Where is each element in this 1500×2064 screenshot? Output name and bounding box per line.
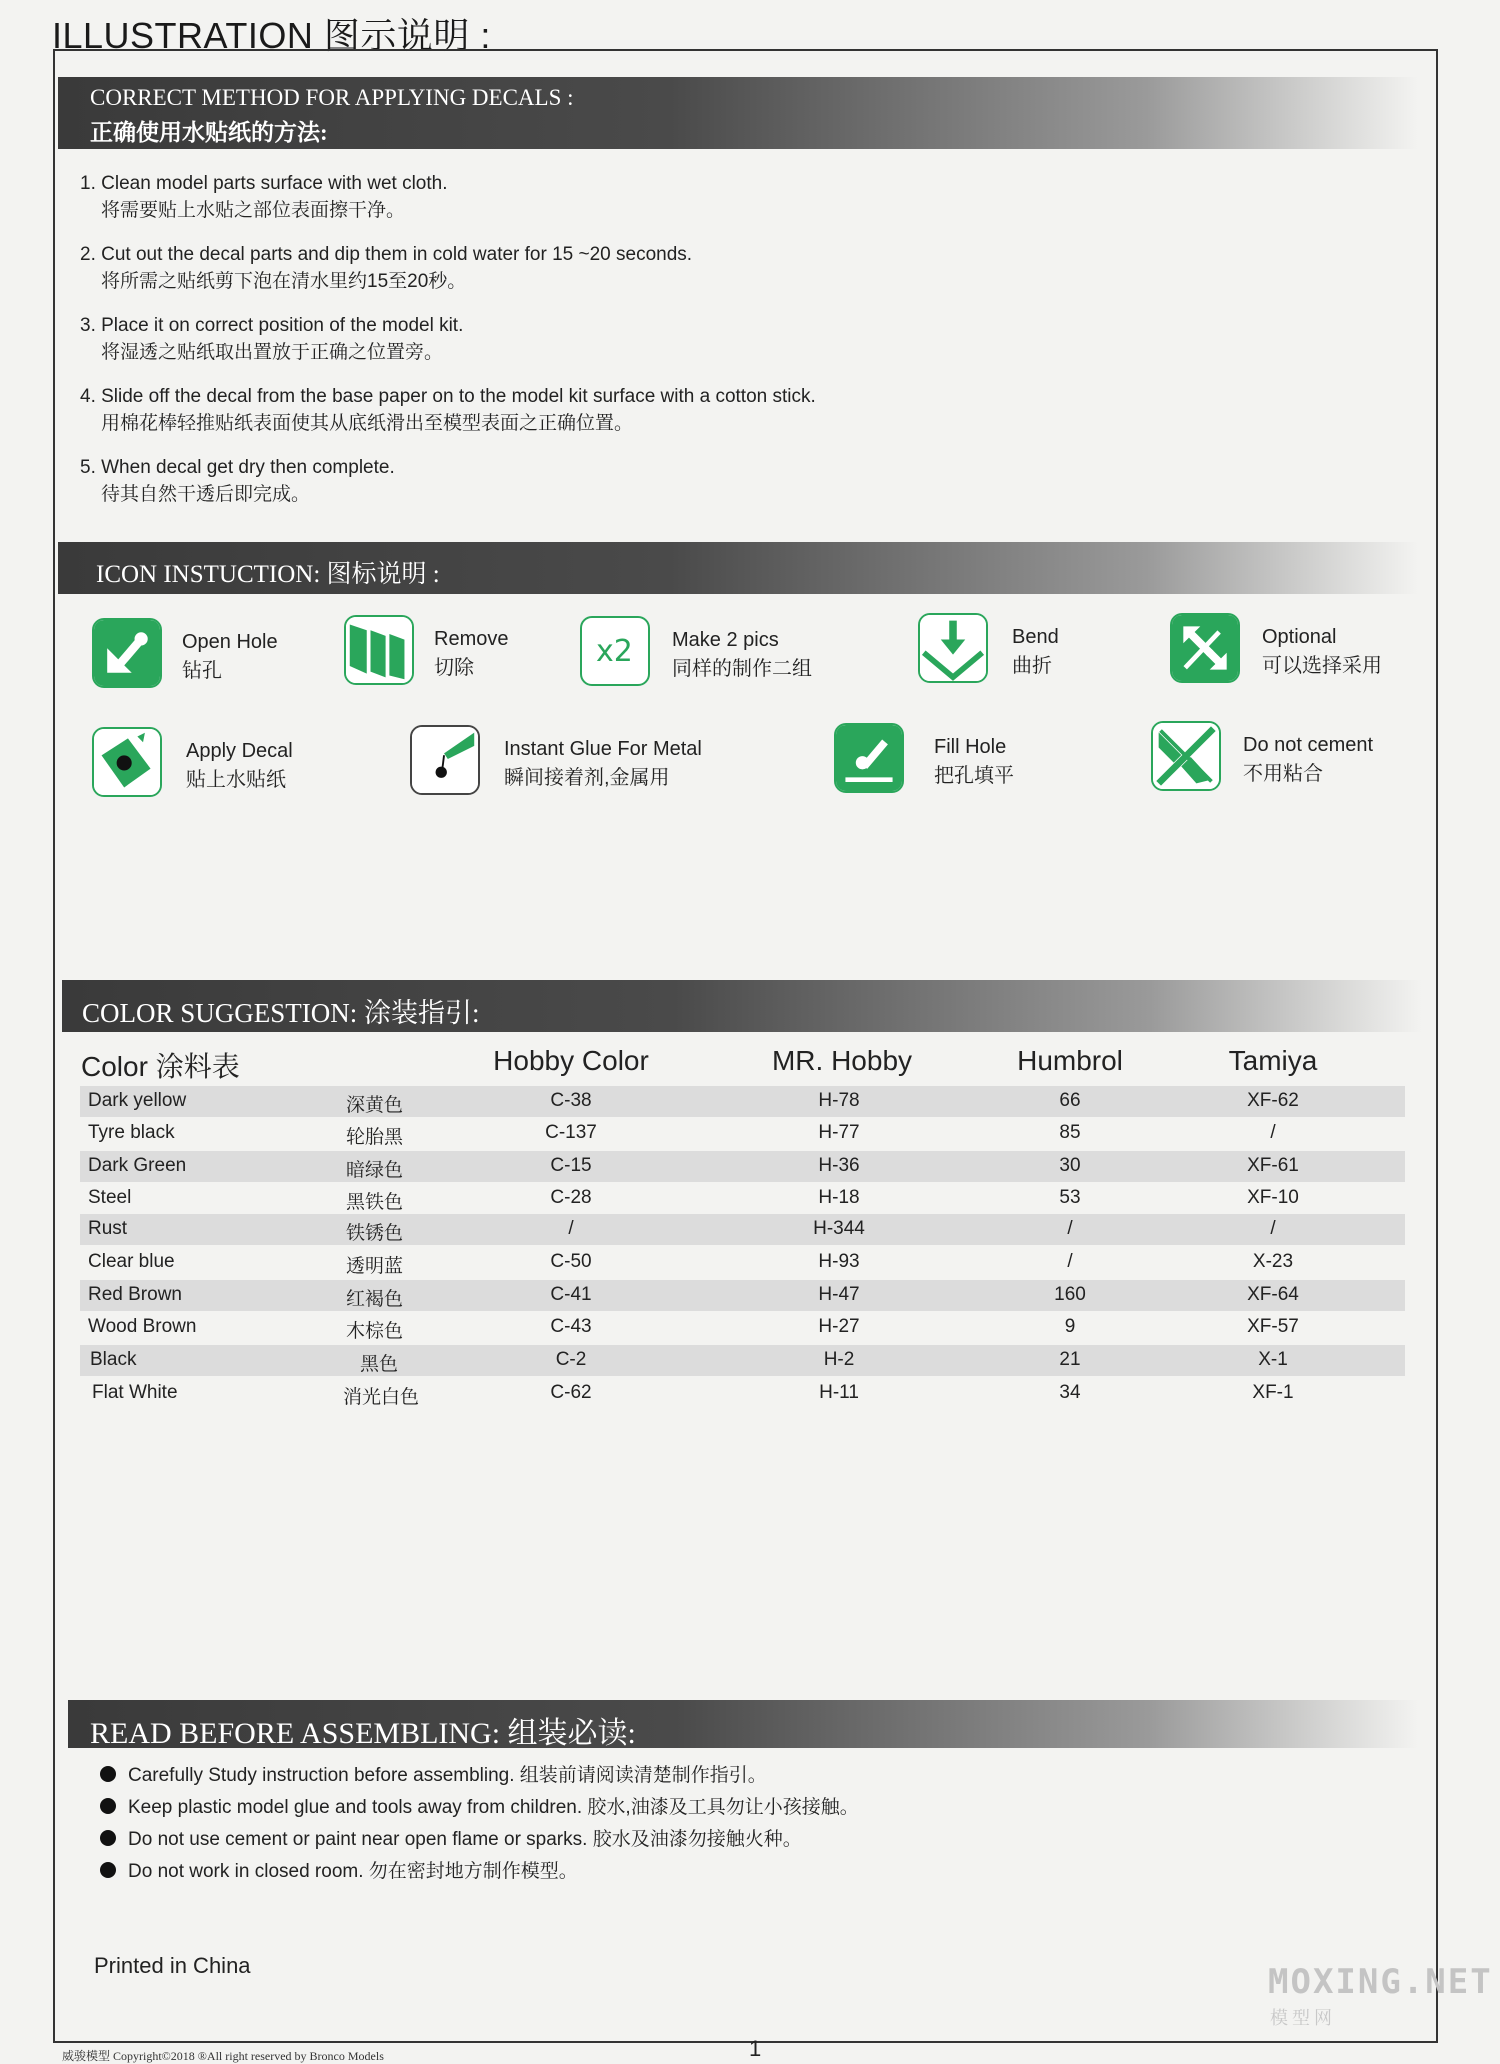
decals-title-zh: 正确使用水贴纸的方法: — [90, 120, 328, 145]
watermark: MOXING.NET — [1268, 1962, 1493, 2002]
decal-steps-list — [80, 170, 1080, 525]
icon-apply-decal: Apply Decal 贴上水贴纸 — [92, 727, 332, 807]
assembly-title: READ BEFORE ASSEMBLING: 组装必读: — [90, 1717, 636, 1750]
table-row: Wood Brown 木棕色 C-43 H-27 9 XF-57 — [88, 1316, 1299, 1342]
bend-icon — [918, 613, 988, 683]
table-row: Dark Green 暗绿色 C-15 H-36 30 XF-61 — [80, 1151, 1405, 1182]
icon-optional: Optional 可以选择采用 — [1170, 613, 1400, 693]
bullet-icon — [100, 1766, 116, 1782]
decals-title-en: CORRECT METHOD FOR APPLYING DECALS : — [90, 85, 574, 110]
printed-in-china: Printed in China — [94, 1953, 251, 1978]
table-row: Red Brown 红褐色 C-41 H-47 160 XF-64 — [80, 1280, 1405, 1311]
bullet-icon — [100, 1798, 116, 1814]
list-item: 5. When decal get dry then complete. 待其自然干透后即完成。 — [80, 457, 395, 505]
list-item: 3. Place it on correct position of the model kit. 将湿透之贴纸取出置放于正确之位置旁。 — [80, 315, 464, 363]
optional-icon — [1170, 613, 1240, 683]
icon-do-not-cement: Do not cement 不用粘合 — [1151, 721, 1411, 801]
list-item: 1. Clean model parts surface with wet cloth. 将需要贴上水贴之部位表面擦干净。 — [80, 173, 448, 221]
list-item: Keep plastic model glue and tools away from children. 胶水,油漆及工具勿让小孩接触。 — [100, 1792, 1300, 1824]
table-row: Steel 黑铁色 C-28 H-18 53 XF-10 — [88, 1187, 1299, 1213]
page-number: 1 — [749, 2036, 762, 2061]
bullet-icon — [100, 1862, 116, 1878]
colors-section-header — [62, 980, 1422, 1032]
header-humbrol: Humbrol — [1017, 1045, 1123, 1076]
colors-title: COLOR SUGGESTION: 涂装指引: — [82, 998, 480, 1028]
table-row: Flat White 消光白色 C-62 H-11 34 XF-1 — [92, 1382, 1294, 1408]
icon-open-hole: Open Hole 钻孔 — [92, 618, 332, 698]
page-title: ILLUSTRATION 图示说明 : — [52, 15, 491, 56]
icon-bend: Bend 曲折 — [918, 613, 1118, 693]
do-not-cement-icon — [1151, 721, 1221, 791]
header-hobby-color: Hobby Color — [493, 1045, 649, 1076]
header-tamiya: Tamiya — [1228, 1045, 1318, 1076]
make-two-icon: x2 — [580, 616, 650, 686]
table-row: Dark yellow 深黄色 C-38 H-78 66 XF-62 — [80, 1086, 1405, 1117]
fill-hole-icon — [834, 723, 904, 793]
list-item: 2. Cut out the decal parts and dip them in cold water for 15 ~20 seconds. 将所需之贴纸剪下泡在清水里约15至20秒。 — [80, 244, 693, 292]
list-item: Do not use cement or paint near open flame or sparks. 胶水及油漆勿接触火种。 — [100, 1824, 1300, 1856]
table-row: Tyre black 轮胎黑 C-137 H-77 85 / — [88, 1122, 1276, 1148]
icons-title: ICON INSTUCTION: 图标说明 : — [96, 561, 440, 588]
header-color: Color 涂料表 — [81, 1051, 240, 1082]
icon-make-two: x2 Make 2 pics 同样的制作二组 — [580, 616, 850, 696]
icons-section-header — [58, 542, 1418, 594]
open-hole-icon — [92, 618, 162, 688]
list-item: 4. Slide off the decal from the base paper on to the model kit surface with a cotton stick. 用棉花棒轻推贴纸表面使其从底纸滑出至模型表面之正确位置。 — [80, 386, 816, 434]
decals-section-header — [58, 77, 1418, 149]
icon-instant-glue: Instant Glue For Metal 瞬间接着剂,金属用 — [410, 725, 740, 805]
list-item: Do not work in closed room. 勿在密封地方制作模型。 — [100, 1856, 1300, 1888]
instant-glue-icon — [410, 725, 480, 795]
table-row: Clear blue 透明蓝 C-50 H-93 / X-23 — [88, 1251, 1294, 1277]
remove-icon — [344, 615, 414, 685]
assembly-section-header — [68, 1700, 1418, 1748]
watermark-sub: 模型网 — [1270, 2008, 1336, 2028]
apply-decal-icon — [92, 727, 162, 797]
bullet-icon — [100, 1830, 116, 1846]
header-mr-hobby: MR. Hobby — [771, 1045, 913, 1076]
assembly-bullets — [100, 1760, 1300, 1888]
list-item: Carefully Study instruction before assembling. 组装前请阅读清楚制作指引。 — [100, 1760, 1300, 1792]
table-row: Rust 铁锈色 / H-344 / / — [80, 1214, 1405, 1245]
copyright-footer: 威骏模型 Copyright©2018 ®All right reserved by Bronco Models — [62, 2049, 384, 2063]
icon-remove: Remove 切除 — [344, 615, 574, 695]
icon-fill-hole: Fill Hole 把孔填平 — [834, 723, 1054, 803]
table-row: Black 黑色 C-2 H-2 21 X-1 — [80, 1345, 1405, 1376]
